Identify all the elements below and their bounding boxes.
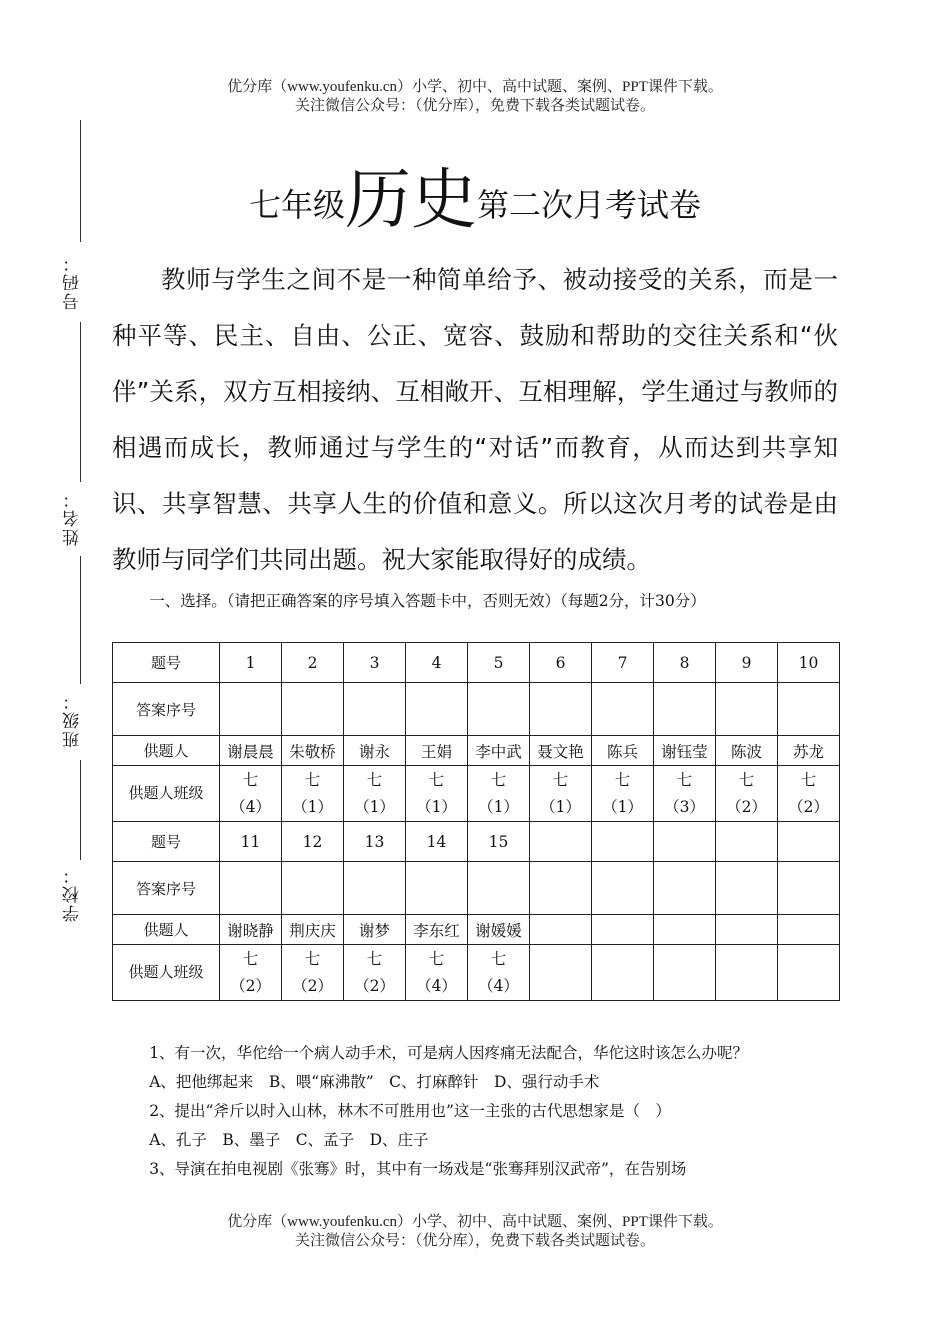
answer-cell[interactable] [530,683,592,736]
provider-class [282,766,344,822]
class-number: （4） [230,797,271,816]
answer-cell[interactable] [282,862,344,915]
table-row [113,915,840,945]
empty-cell [716,822,778,862]
provider-name: 谢晨晨 [220,736,282,766]
row-label-class: 供题人班级 [113,945,220,1001]
empty-cell [530,945,592,1001]
class-grade: 七 [242,770,259,789]
table-row [113,736,840,766]
class-grade: 七 [738,770,755,789]
provider-name: 李东红 [406,915,468,945]
empty-cell [716,945,778,1001]
question-number: 4 [406,643,468,683]
class-number: （2） [354,976,395,995]
binding-line [80,760,81,860]
question-number: 11 [220,822,282,862]
class-grade: 七 [428,949,445,968]
question-1-options: A、把他绑起来 B、喂“麻沸散” C、打麻醉针 D、强行动手术 [149,1073,600,1091]
provider-name: 陈兵 [592,736,654,766]
question-number: 13 [344,822,406,862]
class-number: （1） [416,797,457,816]
question-number: 9 [716,643,778,683]
title-prefix: 七年级 [248,186,345,224]
empty-cell [530,822,592,862]
empty-cell [716,862,778,915]
class-grade: 七 [242,949,259,968]
title-suffix: 第二次月考试卷 [477,186,702,224]
row-label-number: 题号 [113,643,220,683]
provider-name: 谢钰莹 [654,736,716,766]
row-label-number: 题号 [113,822,220,862]
class-grade: 七 [490,770,507,789]
empty-cell [654,822,716,862]
question-2-options: A、孔子 B、墨子 C、孟子 D、庄子 [149,1131,429,1149]
provider-class [716,766,778,822]
footer-line-1: 优分库（www.youfenku.cn）小学、初中、高中试题、案例、PPT课件下载。 [227,1214,723,1230]
provider-name: 聂文艳 [530,736,592,766]
empty-cell [592,862,654,915]
class-number: （2） [292,976,333,995]
question-number: 5 [468,643,530,683]
side-label-school: 学校： [63,865,83,922]
provider-name: 苏龙 [778,736,840,766]
question-number: 7 [592,643,654,683]
empty-cell [654,862,716,915]
empty-cell [778,945,840,1001]
side-label-number: 号码： [63,253,83,310]
table-row [113,683,840,736]
question-number: 14 [406,822,468,862]
provider-class [220,945,282,1001]
header-line-1: 优分库（www.youfenku.cn）小学、初中、高中试题、案例、PPT课件下载。 [227,79,723,95]
empty-cell [592,915,654,945]
row-label-provider: 供题人 [113,915,220,945]
question-number: 15 [468,822,530,862]
answer-cell[interactable] [220,683,282,736]
answer-cell[interactable] [282,683,344,736]
class-grade: 七 [428,770,445,789]
provider-name: 谢永 [344,736,406,766]
question-number: 3 [344,643,406,683]
provider-name: 陈波 [716,736,778,766]
binding-line [80,322,81,482]
page-header [0,78,950,116]
answer-cell[interactable] [406,862,468,915]
row-label-answer: 答案序号 [113,862,220,915]
class-number: （2） [230,976,271,995]
provider-name: 谢梦 [344,915,406,945]
question-number: 8 [654,643,716,683]
provider-class [220,766,282,822]
empty-cell [530,915,592,945]
empty-cell [778,915,840,945]
provider-name: 李中武 [468,736,530,766]
answer-cell[interactable] [220,862,282,915]
provider-name: 朱敬桥 [282,736,344,766]
question-3: 3、导演在拍电视剧《张骞》时，其中有一场戏是“张骞拜别汉武帝”，在告别场 [149,1160,687,1178]
class-grade: 七 [676,770,693,789]
class-number: （2） [726,797,767,816]
provider-name: 荆庆庆 [282,915,344,945]
class-number: （1） [292,797,333,816]
section-heading: 一、选择。（请把正确答案的序号填入答题卡中，否则无效）（每题2分，计30分） [149,592,706,610]
provider-class [468,766,530,822]
answer-cell[interactable] [406,683,468,736]
class-number: （1） [540,797,581,816]
class-number: （4） [416,976,457,995]
class-number: （1） [354,797,395,816]
empty-cell [592,945,654,1001]
class-number: （3） [664,797,705,816]
table-row [113,862,840,915]
intro-paragraph: 教师与学生之间不是一种简单给予、被动接受的关系，而是一种平等、民主、自由、公正、宽容、鼓励和帮助的交往关系和“伙伴”关系，双方互相接纳、互相敞开、互相理解，学生通过与教师的相遇而成长，教师通过与学生的“对话”而教育，从而达到共享知识、共享智慧、共享人生的价值和意义。所以这次月考的试卷是由教师与同学们共同出题。祝大家能取得好的成绩。 [112,265,838,574]
answer-cell[interactable] [344,862,406,915]
provider-class [344,945,406,1001]
class-grade: 七 [552,770,569,789]
question-list [112,1039,840,1184]
table-row [113,643,840,683]
question-number: 1 [220,643,282,683]
provider-name: 谢媛媛 [468,915,530,945]
table-row [113,822,840,862]
question-2: 2、提出“斧斤以时入山林，林木不可胜用也”这一主张的古代思想家是（ ） [149,1102,671,1120]
provider-class [406,766,468,822]
binding-line [80,556,81,684]
answer-cell[interactable] [716,683,778,736]
class-number: （4） [478,976,519,995]
page-footer [0,1213,950,1251]
side-label-class: 班级： [63,691,83,748]
class-grade: 七 [366,770,383,789]
empty-cell [654,945,716,1001]
class-grade: 七 [490,949,507,968]
question-number: 10 [778,643,840,683]
answer-cell[interactable] [592,683,654,736]
provider-class [592,766,654,822]
row-label-class: 供题人班级 [113,766,220,822]
question-number: 12 [282,822,344,862]
table-row [113,945,840,1001]
empty-cell [778,822,840,862]
answer-cell[interactable] [654,683,716,736]
answer-cell[interactable] [468,862,530,915]
row-label-answer: 答案序号 [113,683,220,736]
empty-cell [716,915,778,945]
footer-line-2: 关注微信公众号：（优分库），免费下载各类试题试卷。 [294,1233,655,1249]
provider-class [344,766,406,822]
provider-class [406,945,468,1001]
class-grade: 七 [366,949,383,968]
empty-cell [778,862,840,915]
header-line-2: 关注微信公众号：（优分库），免费下载各类试题试卷。 [294,98,655,114]
provider-class [778,766,840,822]
provider-class [654,766,716,822]
provider-class [282,945,344,1001]
class-grade: 七 [304,949,321,968]
answer-sheet-table [112,642,840,1001]
table-row [113,766,840,822]
empty-cell [530,862,592,915]
answer-cell[interactable] [778,683,840,736]
empty-cell [592,822,654,862]
page-title [0,160,950,245]
empty-cell [654,915,716,945]
class-grade: 七 [800,770,817,789]
row-label-provider: 供题人 [113,736,220,766]
class-grade: 七 [304,770,321,789]
answer-cell[interactable] [344,683,406,736]
provider-class [468,945,530,1001]
question-number: 2 [282,643,344,683]
side-label-name: 姓名： [63,489,83,546]
class-number: （2） [788,797,829,816]
class-grade: 七 [614,770,631,789]
provider-class [530,766,592,822]
question-number: 6 [530,643,592,683]
provider-name: 王娟 [406,736,468,766]
provider-name: 谢晓静 [220,915,282,945]
class-number: （1） [602,797,643,816]
title-subject: 历史 [345,161,477,238]
class-number: （1） [478,797,519,816]
question-1: 1、有一次，华佗给一个病人动手术，可是病人因疼痛无法配合，华佗这时该怎么办呢？ [149,1044,749,1062]
answer-cell[interactable] [468,683,530,736]
